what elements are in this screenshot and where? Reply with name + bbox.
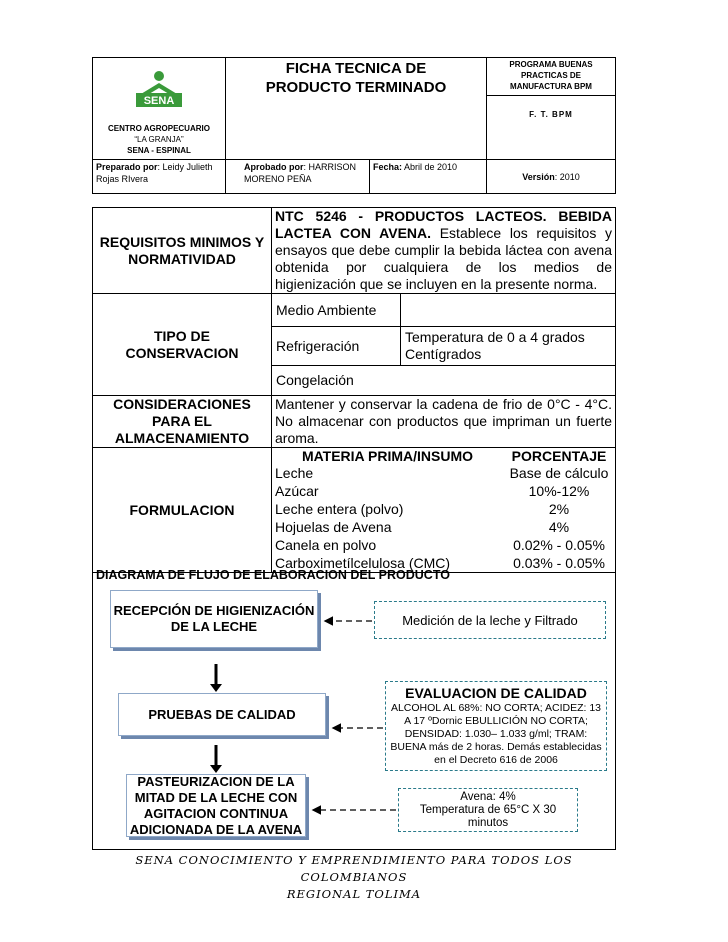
logo-text: SENA [143,95,175,107]
table-row: Hojuelas de Avena 4% [275,519,570,535]
note-box: Avena: 4% Temperatura de 65°C X 30 minutos [398,788,578,832]
note-box: Medición de la leche y Filtrado [374,601,606,639]
table-row: Carboximetílcelulosa (CMC) 0.03% - 0.05% [275,555,605,571]
process-step: PRUEBAS DE CALIDAD [118,693,326,736]
document-code: F. T. BPM [529,110,573,119]
approved-by: Aprobado por: HARRISON MORENO PEÑA [226,160,370,194]
conservacion-label: TIPO DE CONSERVACION [93,294,272,396]
prepared-by: Preparado por: Leidy Julieth Rojas RIvera [93,160,226,194]
conservacion-option: Medio Ambiente [272,294,401,327]
refrigeracion-detail: Temperatura de 0 a 4 grados Centígrados [401,327,616,366]
requisitos-text: NTC 5246 - PRODUCTOS LACTEOS. BEBIDA LACTEA CON AVENA. Establece los requisitos y ensayos que debe cumplir la bebida láctea con avena obtenida por cualquiera de los medios de higienización que se incluyen en la presente norma. [272,208,616,294]
col-header-porcentaje: PORCENTAJE [511,448,607,464]
table-row: Canela en polvo 0.02% - 0.05% [275,537,605,553]
conservacion-option: Congelación [272,366,616,396]
date: Fecha: Abril de 2010 [370,160,487,194]
note-text: ALCOHOL AL 68%: NO CORTA; ACIDEZ: 13 A 17 ºDornic EBULLICIÓN NO CORTA; DENSIDAD: 1.030– 1.033 g/ml; TRAM: BUENA más de 2 horas. Demás establecidas en el Decreto 616 de 2006 [390,702,602,766]
requisitos-label: REQUISITOS MINIMOS Y NORMATIVIDAD [93,208,272,294]
down-arrow-1 [210,664,222,692]
col-header-insumo: MATERIA PRIMA/INSUMO [301,448,474,464]
document-title: FICHA TECNICA DE PRODUCTO TERMINADO [226,58,487,160]
program-name: PROGRAMA BUENAS PRACTICAS DE MANUFACTURA BPM [487,58,615,96]
flow-title: DIAGRAMA DE FLUJO DE ELABORACION DEL PRODUCTO [96,568,450,582]
center-name: CENTRO AGROPECUARIO “LA GRANJA” SENA - ESPINAL [108,124,210,155]
table-row: Leche entera (polvo) 2% [275,501,570,517]
almacenamiento-text: Mantener y conservar la cadena de frio de 0°C - 4°C. No almacenar con productos que impriman un fuerte aroma. [272,396,616,448]
formulacion-label: FORMULACION [93,448,272,573]
version: Versión: 2010 [487,160,616,194]
process-step: PASTEURIZACION DE LA MITAD DE LA LECHE CON AGITACION CONTINUA ADICIONADA DE LA AVENA [126,774,306,837]
conservacion-option: Refrigeración [272,327,401,366]
note-title: EVALUACION DE CALIDAD [405,685,587,701]
footer: SENA CONOCIMIENTO Y EMPRENDIMIENTO PARA TODOS LOS COLOMBIANOS REGIONAL TOLIMA [135,853,573,901]
almacenamiento-label: CONSIDERACIONES PARA EL ALMACENAMIENTO [93,396,272,448]
table-row: Leche Base de cálculo [275,465,609,481]
table-row: Azúcar 10%-12% [275,483,590,499]
process-step: RECEPCIÓN DE HIGIENIZACIÓN DE LA LECHE [110,590,318,648]
down-arrow-2 [210,745,222,773]
